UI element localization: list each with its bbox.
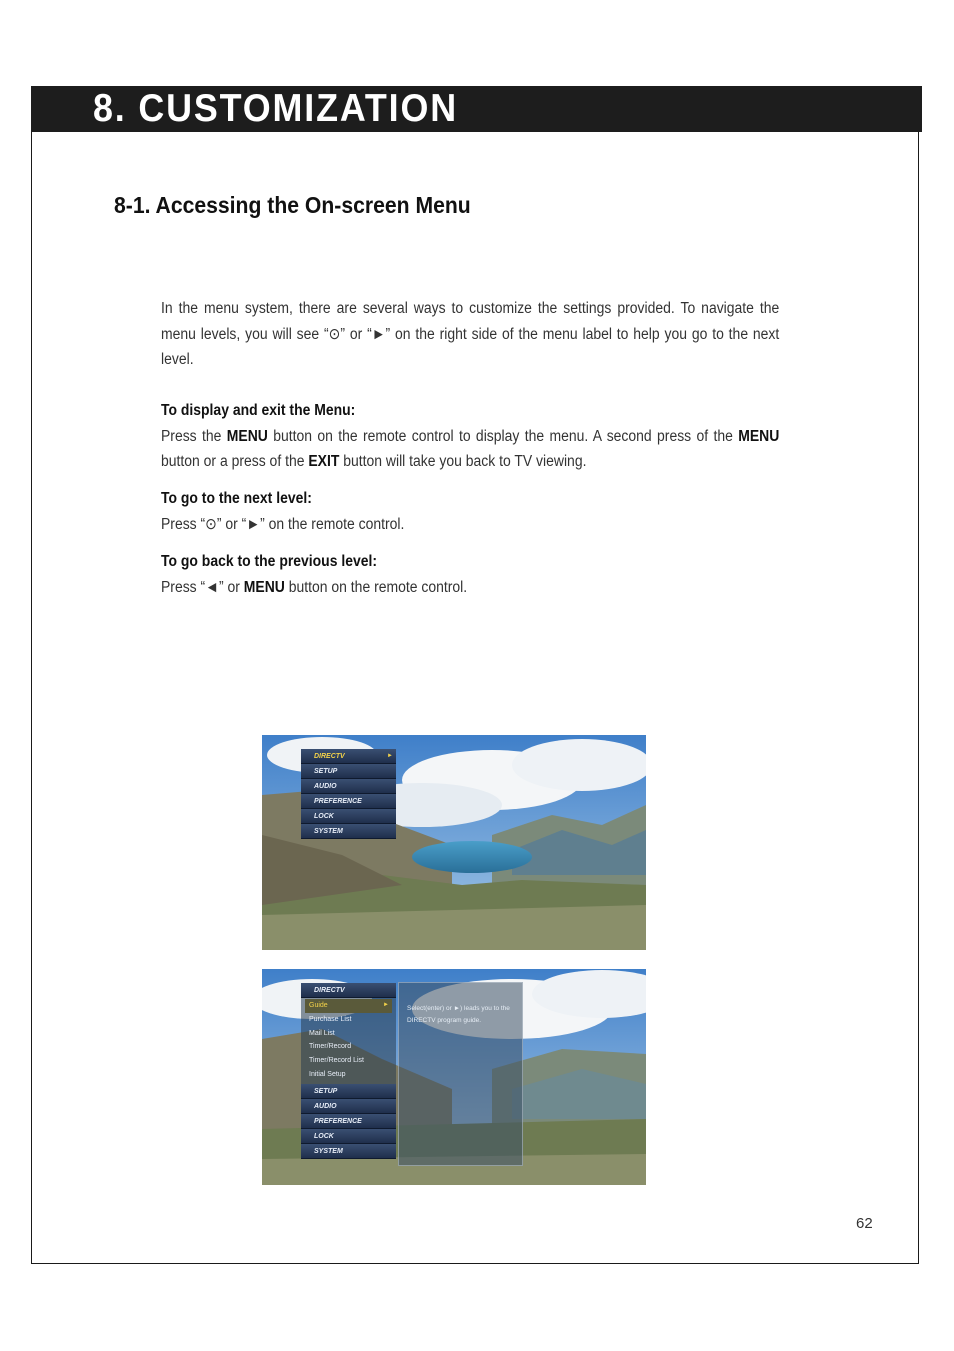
previous-level-heading: To go back to the previous level: — [161, 553, 378, 570]
display-exit-block — [161, 398, 779, 475]
section-heading: 8-1. Accessing the On-screen Menu — [114, 192, 471, 218]
menu-item-system[interactable] — [301, 1144, 396, 1159]
menu-item-label: LOCK — [314, 1132, 334, 1140]
text-run: button on the remote control. — [284, 578, 468, 596]
right-arrow-icon: ► — [383, 1002, 389, 1008]
submenu-item-label: Guide — [309, 1002, 328, 1009]
menu-item-lock[interactable] — [301, 809, 396, 824]
onscreen-menu — [301, 749, 396, 839]
menu-keyword: MENU — [738, 427, 780, 445]
submenu-item-label: Timer/Record — [309, 1043, 352, 1051]
menu-item-label: SETUP — [314, 768, 338, 775]
menu-screenshot-submenu — [262, 969, 646, 1185]
submenu-item-guide[interactable] — [305, 999, 392, 1013]
intro-paragraph — [161, 296, 779, 373]
display-exit-heading: To display and exit the Menu: — [161, 402, 356, 419]
menu-item-label: AUDIO — [314, 1102, 337, 1110]
menu-item-setup[interactable] — [301, 1084, 396, 1099]
menu-item-label: LOCK — [314, 813, 334, 820]
chapter-header-bar — [31, 86, 922, 132]
submenu-item-label: Timer/Record List — [309, 1057, 364, 1065]
menu-item-label: SYSTEM — [314, 828, 343, 835]
directv-submenu — [301, 998, 396, 1084]
exit-keyword: EXIT — [308, 453, 340, 470]
next-level-block — [161, 486, 779, 537]
menu-item-label: PREFERENCE — [314, 798, 362, 805]
text-run: Press “◄” or — [161, 578, 244, 596]
submenu-item-initial-setup[interactable] — [301, 1068, 396, 1082]
menu-item-directv[interactable] — [301, 749, 396, 764]
menu-item-label: PREFERENCE — [314, 1117, 362, 1125]
submenu-item-mail-list[interactable] — [301, 1027, 396, 1041]
help-text: Select(enter) or ►) leads you to the DIRECTV program guide. — [407, 1005, 510, 1024]
previous-level-block — [161, 549, 779, 600]
text-run: Press the — [161, 427, 227, 445]
next-level-text: Press “⊙” or “►” on the remote control. — [161, 515, 405, 533]
submenu-item-label: Purchase List — [309, 1015, 352, 1023]
menu-item-label: SETUP — [314, 1087, 338, 1095]
text-run: button or a press of the — [161, 453, 309, 470]
menu-item-directv[interactable] — [301, 983, 396, 998]
menu-item-preference[interactable] — [301, 1114, 396, 1129]
menu-item-label: AUDIO — [314, 783, 337, 790]
menu-item-preference[interactable] — [301, 794, 396, 809]
menu-item-audio[interactable] — [301, 1099, 396, 1114]
text-run: button on the remote control to display the menu. A second press of the — [267, 427, 739, 445]
menu-keyword: MENU — [226, 427, 268, 445]
help-info-panel — [398, 982, 523, 1166]
next-level-heading: To go to the next level: — [161, 490, 312, 507]
display-exit-text — [161, 424, 779, 475]
menu-item-audio[interactable] — [301, 779, 396, 794]
submenu-item-label: Initial Setup — [309, 1070, 346, 1078]
submenu-item-timer-record-list[interactable] — [301, 1054, 396, 1068]
intro-text: In the menu system, there are several ways to customize the settings provided. To navigate the menu levels, you will see “⊙” or “►” on the right side of the menu label to help you go to the next level. — [161, 300, 780, 368]
chapter-title: 8. CUSTOMIZATION — [93, 87, 458, 130]
page-number: 62 — [856, 1215, 873, 1232]
menu-item-system[interactable] — [301, 824, 396, 839]
menu-item-label: DIRECTV — [314, 987, 345, 994]
text-run: button will take you back to TV viewing. — [339, 453, 587, 470]
menu-item-label: SYSTEM — [314, 1147, 343, 1155]
menu-keyword: MENU — [243, 578, 285, 596]
menu-screenshot-main — [262, 735, 646, 950]
submenu-item-purchase-list[interactable] — [301, 1013, 396, 1027]
submenu-item-timer-record[interactable] — [301, 1040, 396, 1054]
menu-item-label: DIRECTV — [314, 753, 345, 760]
right-arrow-icon: ► — [387, 753, 393, 759]
menu-item-lock[interactable] — [301, 1129, 396, 1144]
onscreen-menu — [301, 983, 396, 1159]
submenu-item-label: Mail List — [309, 1029, 335, 1037]
previous-level-text — [161, 575, 779, 601]
menu-item-setup[interactable] — [301, 764, 396, 779]
